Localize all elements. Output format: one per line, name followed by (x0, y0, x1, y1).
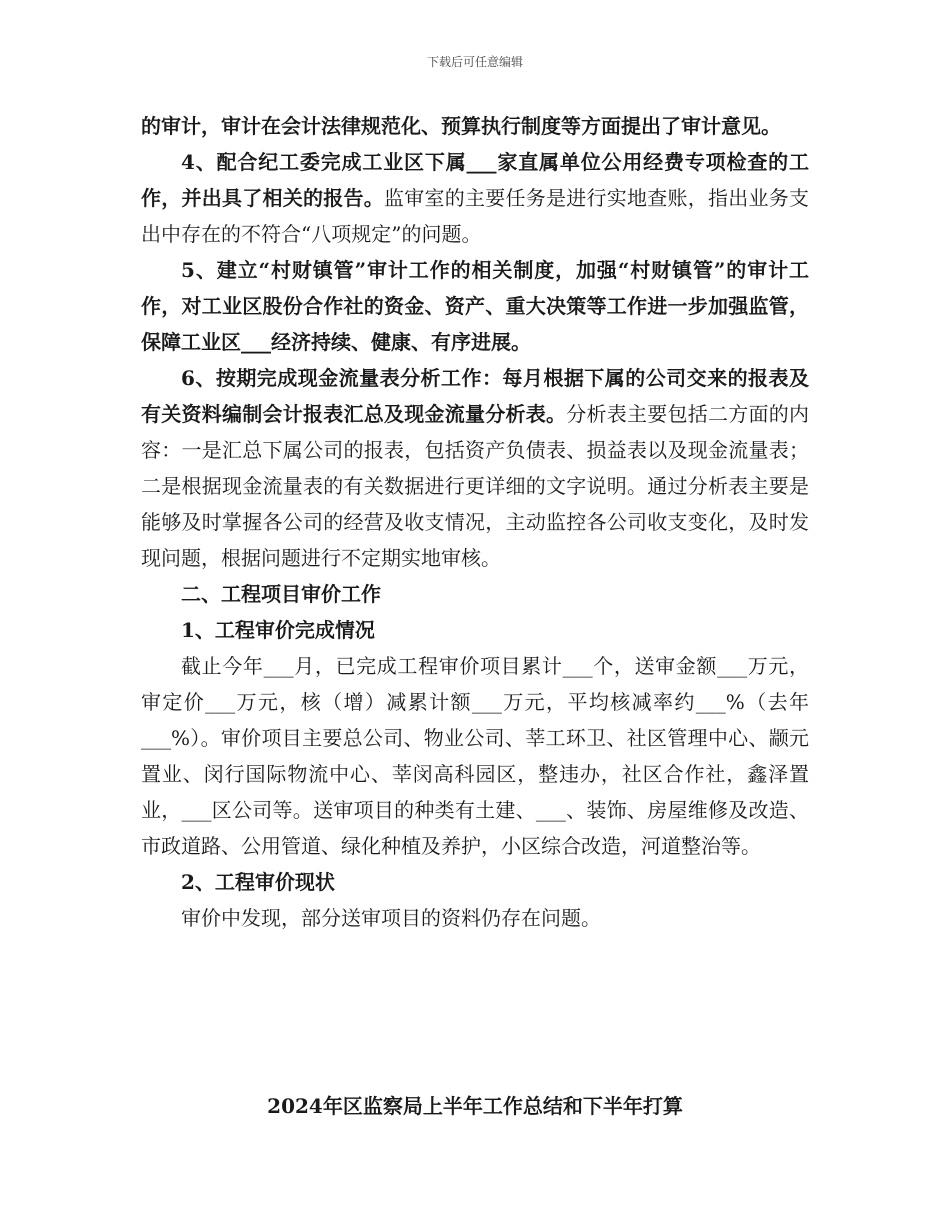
paragraph-4-bold: 6、按期完成现金流量表分析工作：每月根据下属的公司交来的报表及有关资料编制会计报表汇总及现金流量分析表。 (141, 366, 809, 426)
paragraph-6-text: 审价中发现，部分送审项目的资料仍存在问题。 (181, 906, 601, 930)
paragraph-4-text: 分析表主要包括二方面的内容：一是汇总下属公司的报表，包括资产负债表、损益表以及现金流量表；二是根据现金流量表的有关数据进行更详细的文字说明。通过分析表主要是能够及时掌握各公司的经营及收支情况，主动监控各公司收支变化，及时发现问题，根据问题进行不定期实地审核。 (141, 402, 809, 570)
paragraph-2-text: 监审室的主要任务是进行实地查账，指出业务支出中存在的不符合“八项规定”的问题。 (141, 186, 809, 246)
paragraph-2 (141, 144, 809, 252)
subheading-2 (141, 864, 809, 900)
paragraph-3 (141, 252, 809, 360)
paragraph-2-bold: 4、配合纪工委完成工业区下属___家直属单位公用经费专项检查的工作，并出具了相关的报告。 (141, 150, 809, 210)
next-document-title: 2024年区监察局上半年工作总结和下半年打算 (267, 1094, 683, 1118)
page-header: 下载后可任意编辑 (426, 55, 523, 69)
paragraph-5 (141, 648, 809, 864)
section-heading-2-text: 二、工程项目审价工作 (181, 582, 381, 606)
paragraph-5-text: 截止今年___月，已完成工程审价项目累计___个，送审金额___万元，审定价___万元，核（增）减累计额___万元，平均核减率约___%（去年___%）。审价项目主要总公司、物业公司、莘工环卫、社区管理中心、颛元置业、闵行国际物流中心、莘闵高科园区，整违办，社区合作社，鑫泽置业，___区公司等。送审项目的种类有土建、___、装饰、房屋维修及改造、市政道路、公用管道、绿化种植及养护，小区综合改造，河道整治等。 (141, 654, 809, 858)
paragraph-4 (141, 360, 809, 576)
paragraph-3-bold: 5、建立“村财镇管”审计工作的相关制度，加强“村财镇管”的审计工作，对工业区股份合作社的资金、资产、重大决策等工作进一步加强监管，保障工业区___经济持续、健康、有序进展。 (141, 258, 809, 354)
paragraph-6 (141, 900, 809, 936)
paragraph-1 (141, 108, 809, 144)
paragraph-1-bold: 的审计，审计在会计法律规范化、预算执行制度等方面提出了审计意见。 (141, 114, 781, 138)
subheading-1 (141, 612, 809, 648)
section-heading-2 (141, 576, 809, 612)
document-body (141, 108, 809, 936)
subheading-1-text: 1、工程审价完成情况 (181, 618, 375, 642)
subheading-2-text: 2、工程审价现状 (181, 870, 335, 894)
